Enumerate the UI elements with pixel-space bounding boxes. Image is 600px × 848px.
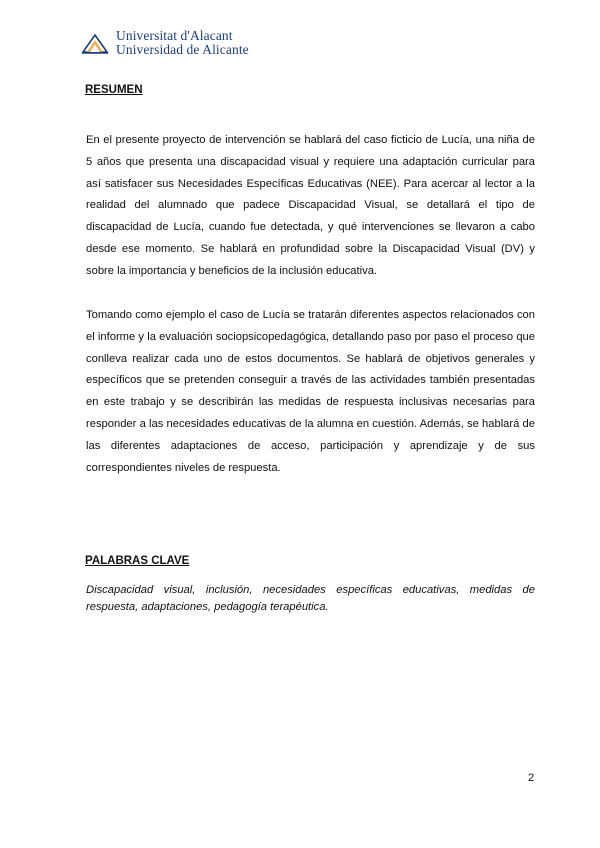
resumen-paragraph-2: Tomando como ejemplo el caso de Lucía se tratarán diferentes aspectos relacionados con el informe y la evaluación sociopsicopedagógica, detallando paso por paso el proceso que conlleva realizar cada uno de estos documentos. Se hablará de objetivos generales y específicos que se pretenden conseguir a través de las actividades también presentadas en este trabajo y se describirán las medidas de respuesta inclusivas necesarias para responder a las necesidades educativas de la alumna en cuestión. Además, se hablará de las diferentes adaptaciones de acceso, participación y aprendizaje y de sus correspondientes niveles de respuesta. (86, 309, 535, 474)
university-names (116, 29, 249, 57)
keywords-title: PALABRAS CLAVE (85, 555, 190, 567)
keywords-text: Discapacidad visual, inclusión, necesidades específicas educativas, medidas de respuesta, adaptaciones, pedagogía terapéutica. (86, 584, 535, 613)
university-logo-icon (80, 30, 110, 56)
university-name-es: Universidad de Alicante (116, 42, 249, 57)
resumen-title: RESUMEN (85, 84, 143, 96)
resumen-paragraph-1: En el presente proyecto de intervención se hablará del caso ficticio de Lucía, una niña de 5 años que presenta una discapacidad visual y requiere una adaptación curricular para así satisfacer sus Necesidades Específicas Educativas (NEE). Para acercar al lector a la realidad del alumnado que padece Discapacidad Visual, se detallará el tipo de discapacidad de Lucía, cuando fue detectada, y qué intervenciones se llevaron a cabo desde ese momento. Se hablará en profundidad sobre la Discapacidad Visual (DV) y sobre la importancia y beneficios de la inclusión educativa. (86, 134, 535, 277)
university-header (80, 29, 249, 57)
page-number: 2 (528, 772, 535, 784)
university-name-ca: Universitat d'Alacant (116, 28, 233, 43)
